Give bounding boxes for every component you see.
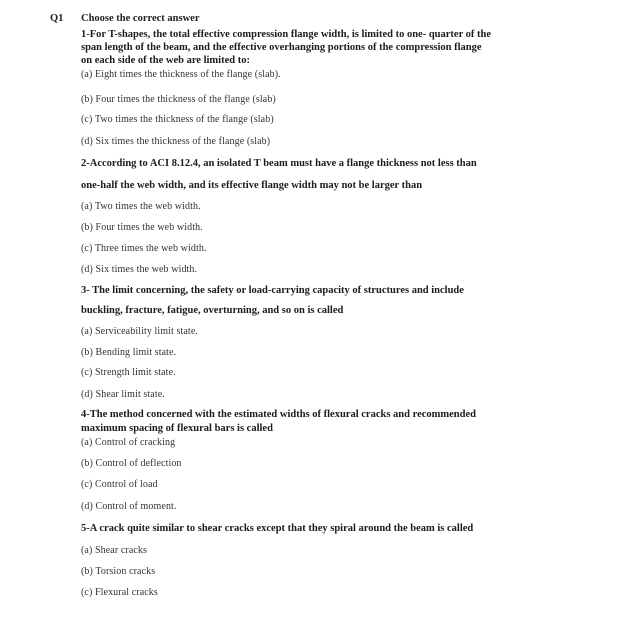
section-heading: Choose the correct answer [81,13,200,24]
section-label: Q1 [50,13,64,24]
question-1-stem-line-3: on each side of the web are limited to: [81,55,250,66]
question-2-stem-line-2: one-half the web width, and its effective flange width may not be larger than [81,180,423,191]
question-2-option-d: (d) Six times the web width. [81,264,198,275]
question-4-option-a: (a) Control of cracking [81,437,176,448]
question-3-stem-line-2: buckling, fracture, fatigue, overturning, and so on is called [81,305,344,316]
question-4-option-b: (b) Control of deflection [81,458,182,469]
question-1-option-d: (d) Six times the thickness of the flange (slab) [81,136,271,147]
question-5-option-a: (a) Shear cracks [81,545,148,556]
question-4-option-c: (c) Control of load [81,479,158,490]
question-5-option-c: (c) Flexural cracks [81,587,158,598]
question-4-option-d: (d) Control of moment. [81,501,177,512]
question-1-stem-line-2: span length of the beam, and the effective overhanging portions of the compression flange [81,42,482,53]
question-4-stem-line-2: maximum spacing of flexural bars is called [81,423,273,434]
question-3-option-c: (c) Strength limit state. [81,367,176,378]
question-1-stem-line-1: 1-For T-shapes, the total effective compression flange width, is limited to one- quarter of the [81,29,492,40]
question-1-option-c: (c) Two times the thickness of the flange (slab) [81,114,274,125]
question-3-stem-line-1: 3- The limit concerning, the safety or load-carrying capacity of structures and include [81,285,464,296]
question-3-option-d: (d) Shear limit state. [81,389,165,400]
question-3-option-a: (a) Serviceability limit state. [81,326,198,337]
question-2-option-c: (c) Three times the web width. [81,243,207,254]
question-2-option-a: (a) Two times the web width. [81,201,201,212]
question-1-option-a: (a) Eight times the thickness of the flange (slab). [81,69,281,80]
question-5-option-b: (b) Torsion cracks [81,566,156,577]
question-4-stem-line-1: 4-The method concerned with the estimated widths of flexural cracks and recommended [81,409,476,420]
question-2-stem-line-1: 2-According to ACI 8.12.4, an isolated T beam must have a flange thickness not less than [81,158,477,169]
question-1-option-b: (b) Four times the thickness of the flange (slab) [81,94,276,105]
question-3-option-b: (b) Bending limit state. [81,347,177,358]
question-2-option-b: (b) Four times the web width. [81,222,203,233]
question-5-stem-line-1: 5-A crack quite similar to shear cracks except that they spiral around the beam is called [81,523,474,534]
